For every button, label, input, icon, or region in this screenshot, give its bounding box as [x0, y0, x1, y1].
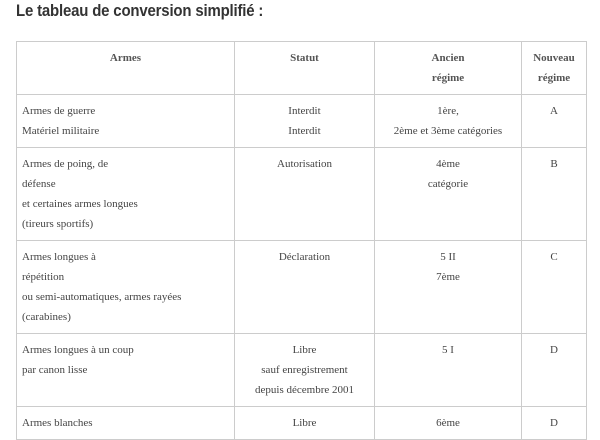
cell-text: défense [22, 178, 56, 190]
cell-text: 1ère, [437, 105, 459, 117]
cell-armes [17, 148, 235, 241]
cell-text: Armes blanches [22, 417, 93, 429]
cell-ancien-regime [375, 407, 522, 440]
table-row [17, 407, 587, 440]
header-nouveau-line-1: Nouveau [533, 52, 575, 64]
cell-text: Armes longues à [22, 251, 96, 263]
cell-text: C [550, 251, 558, 263]
conversion-table [16, 41, 587, 440]
cell-text: (carabines) [22, 311, 71, 323]
cell-text: Libre [292, 344, 317, 356]
cell-nouveau-regime [522, 334, 587, 407]
cell-armes [17, 407, 235, 440]
cell-nouveau-regime [522, 241, 587, 334]
header-armes [17, 42, 235, 95]
cell-ancien-regime [375, 95, 522, 148]
table-row [17, 95, 587, 148]
cell-text: 5 II [440, 251, 456, 263]
header-ancien-line-2: régime [431, 72, 465, 84]
cell-text: ou semi-automatiques, armes rayées [22, 291, 182, 303]
cell-nouveau-regime [522, 148, 587, 241]
cell-armes [17, 95, 235, 148]
cell-statut [235, 407, 375, 440]
cell-text: 5 I [442, 344, 454, 356]
cell-ancien-regime [375, 148, 522, 241]
cell-text: B [550, 158, 558, 170]
header-statut [235, 42, 375, 95]
cell-text: Matériel militaire [22, 125, 100, 137]
cell-nouveau-regime [522, 95, 587, 148]
cell-statut [235, 241, 375, 334]
table-row [17, 241, 587, 334]
cell-text: Interdit [288, 125, 321, 137]
cell-statut [235, 95, 375, 148]
page-title: Le tableau de conversion simplifié : [16, 1, 264, 20]
cell-text: Armes de poing, de [22, 158, 109, 170]
cell-text: D [550, 417, 558, 429]
cell-text: 7ème [436, 271, 460, 283]
cell-text: Interdit [288, 105, 321, 117]
cell-nouveau-regime [522, 407, 587, 440]
cell-text: A [550, 105, 558, 117]
cell-text: D [550, 344, 558, 356]
table-header-row [17, 42, 587, 95]
cell-text: Autorisation [277, 158, 332, 170]
cell-text: 2ème et 3ème catégories [393, 125, 503, 137]
cell-ancien-regime [375, 241, 522, 334]
cell-armes [17, 241, 235, 334]
cell-text: par canon lisse [22, 364, 88, 376]
header-ancien-line-1: Ancien [431, 52, 465, 64]
cell-text: (tireurs sportifs) [22, 218, 94, 230]
cell-text: Déclaration [278, 251, 331, 263]
cell-text: sauf enregistrement [261, 364, 348, 376]
cell-text: Armes de guerre [22, 105, 96, 117]
cell-text: répétition [22, 271, 65, 283]
cell-statut [235, 334, 375, 407]
header-statut-text: Statut [290, 52, 319, 64]
cell-text: 6ème [436, 417, 460, 429]
header-armes-text: Armes [109, 52, 142, 64]
header-ancien-regime [375, 42, 522, 95]
cell-ancien-regime [375, 334, 522, 407]
cell-text: catégorie [427, 178, 469, 190]
table-row [17, 148, 587, 241]
table-row [17, 334, 587, 407]
header-nouveau-regime [522, 42, 587, 95]
cell-armes [17, 334, 235, 407]
cell-text: Libre [292, 417, 317, 429]
cell-text: depuis décembre 2001 [255, 384, 354, 396]
cell-text: Armes longues à un coup [22, 344, 134, 356]
cell-text: 4ème [436, 158, 460, 170]
cell-statut [235, 148, 375, 241]
header-nouveau-line-2: régime [537, 72, 571, 84]
cell-text: et certaines armes longues [22, 198, 138, 210]
